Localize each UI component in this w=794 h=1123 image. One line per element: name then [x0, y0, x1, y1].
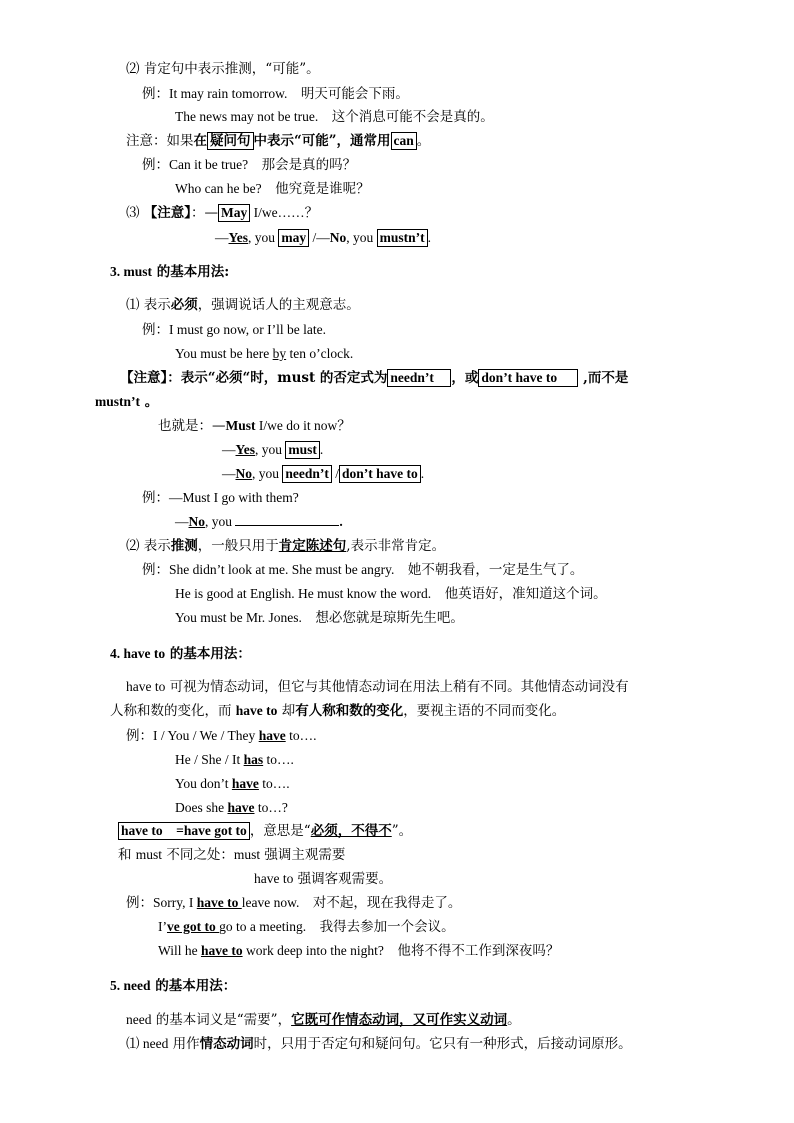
example-line: Who can he be? 他究竟是谁呢？ — [175, 181, 370, 197]
example-line: 例：I / You / We / They have to…. — [126, 728, 317, 744]
example-line: 例：She didn’t look at me. She must be angry. 她不朝我看，一定是生气了。 — [142, 562, 584, 578]
subsection-heading: ⑴ 表示必须，强调说话人的主观意志。 — [126, 297, 360, 313]
example-line: Does she have to…? — [175, 800, 288, 815]
note-line: mustn’t 。 — [95, 394, 159, 410]
note-line: ⑶ 【注意】：— May I/we……？ — [126, 205, 319, 221]
example-line: 例：It may rain tomorrow. 明天可能会下雨。 — [142, 86, 409, 102]
dialog-line: —Yes, you may /—No, you mustn’t . — [215, 230, 432, 245]
dialog-line: —No, you needn’t / don’t have to . — [222, 466, 425, 481]
subsection-heading: ⑵ 表示推测，一般只用于肯定陈述句,表示非常肯定。 — [126, 538, 446, 554]
section-heading-need: 5. need 的基本用法： — [110, 978, 237, 994]
example-line: The news may not be true. 这个消息可能不会是真的。 — [175, 109, 494, 125]
example-line: You must be Mr. Jones. 想必您就是琼斯先生吧。 — [175, 610, 464, 626]
dialog-line: 也就是：—Must I/we do it now？ — [158, 418, 351, 434]
body-line: have to 可视为情态动词，但它与其他情态动词在用法上稍有不同。其他情态动词没有 — [126, 679, 629, 695]
section-heading-must: 3. must 的基本用法: — [110, 264, 230, 280]
example-line: You don’t have to…. — [175, 776, 290, 791]
example-line: I’ve got to go to a meeting. 我得去参加一个会议。 — [158, 919, 455, 935]
body-line: need 的基本词义是“需要”，它既可作情态动词，又可作实义动词。 — [126, 1012, 521, 1028]
body-line: 人称和数的变化，而 have to 却有人称和数的变化，要视主语的不同而变化。 — [110, 703, 566, 719]
example-line: 例：I must go now, or I’ll be late. — [142, 322, 326, 338]
section-heading-have-to: 4. have to 的基本用法： — [110, 646, 251, 662]
answer-blank — [235, 513, 339, 526]
body-line: have to 强调客观需要。 — [254, 871, 393, 887]
note-line: have to =have got to ，意思是“必须，不得不”。 — [118, 822, 412, 840]
example-line: —No, you . — [175, 514, 343, 529]
section-2-heading: ⑵ 肯定句中表示推测，“可能”。 — [126, 61, 320, 77]
example-line: He is good at English. He must know the word. 他英语好，准知道这个词。 — [175, 586, 607, 602]
example-line: 例：Sorry, I have to leave now. 对不起，现在我得走了。 — [126, 895, 462, 911]
note-line: 注意：如果在 疑问句 中表示“可能”，通常用 can 。 — [126, 133, 431, 149]
example-line: He / She / It has to…. — [175, 752, 294, 767]
example-line: You must be here by ten o’clock. — [175, 346, 354, 361]
dialog-line: —Yes, you must . — [222, 442, 324, 457]
body-line: ⑴ need 用作情态动词时，只用于否定句和疑问句。它只有一种形式，后接动词原形。 — [126, 1036, 632, 1052]
note-line: 【注意】：表示“必须“时，must 的否定式为 needn’t ，或 don’t have to ,而不是 — [120, 370, 629, 386]
body-line: 和 must 不同之处：must 强调主观需要 — [118, 847, 346, 863]
example-line: Will he have to work deep into the night? 他将不得不工作到深夜吗？ — [158, 943, 560, 959]
example-line: 例：—Must I go with them? — [142, 490, 299, 506]
example-line: 例：Can it be true? 那会是真的吗？ — [142, 157, 357, 173]
